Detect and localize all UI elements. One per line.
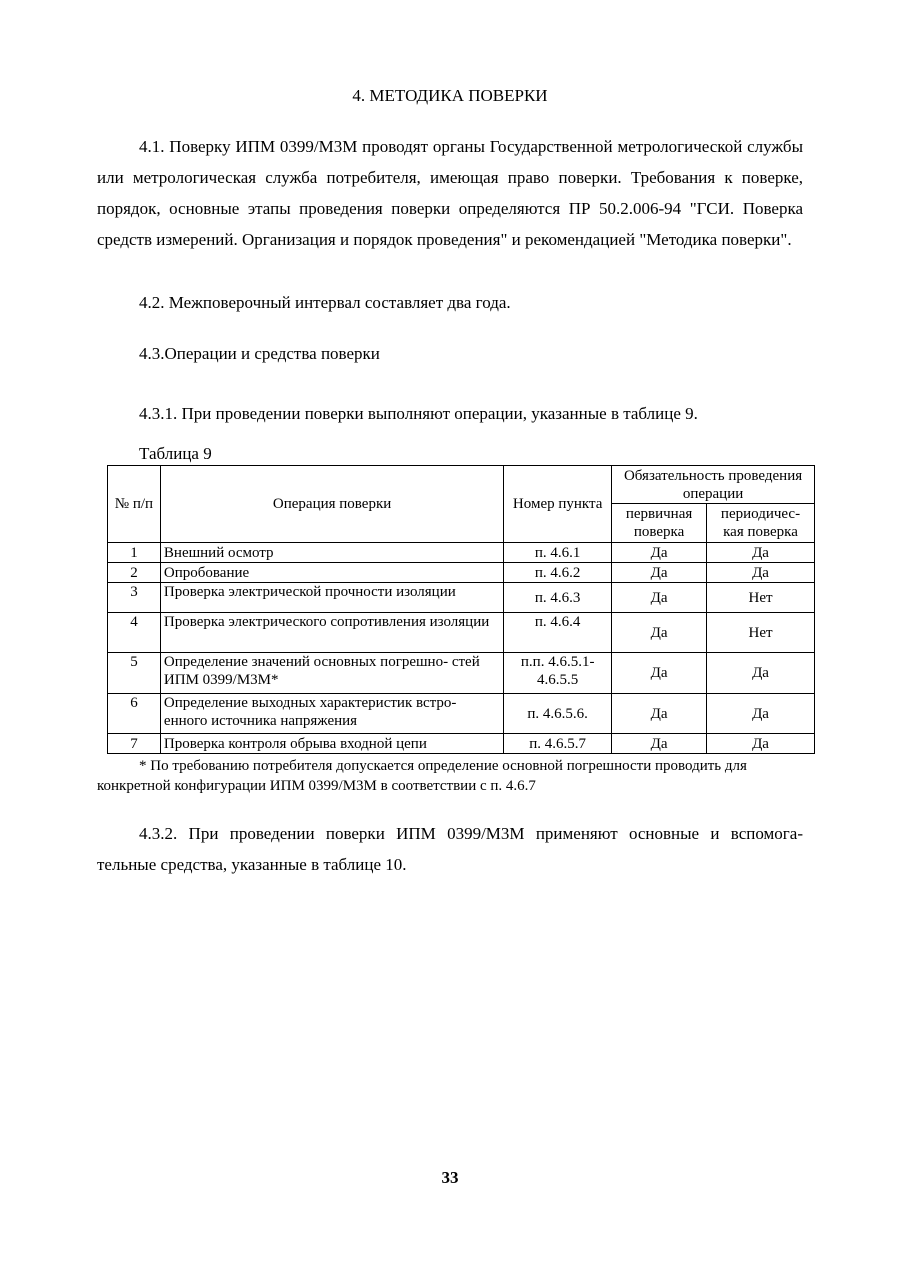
row-num: 1 bbox=[108, 543, 161, 563]
row-operation: Проверка электрической прочности изоляции bbox=[160, 583, 503, 613]
header-obligation: Обязательность проведения операции bbox=[612, 466, 815, 504]
row-primary: Да bbox=[612, 543, 707, 563]
row-num: 6 bbox=[108, 694, 161, 734]
row-clause: п.п. 4.6.5.1- 4.6.5.5 bbox=[504, 653, 612, 694]
row-primary: Да bbox=[612, 563, 707, 583]
row-operation: Опробование bbox=[160, 563, 503, 583]
header-num: № п/п bbox=[108, 466, 161, 543]
header-clause: Номер пункта bbox=[504, 466, 612, 543]
verification-table bbox=[107, 465, 815, 754]
row-primary: Да bbox=[612, 583, 707, 613]
row-clause: п. 4.6.3 bbox=[504, 583, 612, 613]
paragraph-4-3-1: 4.3.1. При проведении поверки выполняют операции, указанные в таблице 9. bbox=[139, 404, 698, 423]
section-heading: 4. МЕТОДИКА ПОВЕРКИ bbox=[352, 86, 548, 105]
row-clause: п. 4.6.2 bbox=[504, 563, 612, 583]
row-num: 5 bbox=[108, 653, 161, 694]
row-num: 2 bbox=[108, 563, 161, 583]
row-num: 4 bbox=[108, 613, 161, 653]
header-periodic: периодичес- кая поверка bbox=[707, 504, 815, 543]
row-primary: Да bbox=[612, 613, 707, 653]
paragraph-4-2: 4.2. Межповерочный интервал составляет два года. bbox=[139, 293, 511, 312]
row-num: 7 bbox=[108, 734, 161, 754]
row-clause: п. 4.6.5.6. bbox=[504, 694, 612, 734]
row-periodic: Да bbox=[707, 543, 815, 563]
table-row bbox=[108, 734, 815, 754]
header-primary: первичная поверка bbox=[612, 504, 707, 543]
row-periodic: Да bbox=[707, 563, 815, 583]
table-row bbox=[108, 613, 815, 653]
row-periodic: Да bbox=[707, 734, 815, 754]
paragraph-4-3: 4.3.Операции и средства поверки bbox=[139, 344, 380, 363]
row-periodic: Да bbox=[707, 653, 815, 694]
row-clause: п. 4.6.4 bbox=[504, 613, 612, 653]
row-primary: Да bbox=[612, 694, 707, 734]
table-row bbox=[108, 694, 815, 734]
row-primary: Да bbox=[612, 653, 707, 694]
row-operation: Внешний осмотр bbox=[160, 543, 503, 563]
row-periodic: Да bbox=[707, 694, 815, 734]
row-operation: Проверка электрического сопротивления изоляции bbox=[160, 613, 503, 653]
table-caption: Таблица 9 bbox=[139, 444, 212, 463]
row-operation: Определение значений основных погрешно- стей ИПМ 0399/М3М* bbox=[160, 653, 503, 694]
row-clause: п. 4.6.5.7 bbox=[504, 734, 612, 754]
table-row bbox=[108, 653, 815, 694]
row-operation: Проверка контроля обрыва входной цепи bbox=[160, 734, 503, 754]
row-clause: п. 4.6.1 bbox=[504, 543, 612, 563]
row-num: 3 bbox=[108, 583, 161, 613]
row-primary: Да bbox=[612, 734, 707, 754]
page-number: 33 bbox=[441, 1168, 459, 1187]
row-periodic: Нет bbox=[707, 583, 815, 613]
table-row bbox=[108, 563, 815, 583]
row-periodic: Нет bbox=[707, 613, 815, 653]
paragraph-4-3-2: 4.3.2. При проведении поверки ИПМ 0399/М3М применяют основные и вспомога- тельные средства, указанные в таблице 10. bbox=[97, 824, 803, 874]
row-operation: Определение выходных характеристик встро- енного источника напряжения bbox=[160, 694, 503, 734]
header-operation: Операция поверки bbox=[160, 466, 503, 543]
table-row bbox=[108, 583, 815, 613]
paragraph-4-1: 4.1. Поверку ИПМ 0399/М3М проводят органы Государственной метрологической службы или метрологическая служба потребителя, имеющая право поверки. Требования к поверке, порядок, основные этапы проведения поверки определяются ПР 50.2.006-94 "ГСИ. Поверка средств измерений. Организация и порядок проведения" и рекомендацией "Методика поверки". bbox=[97, 137, 803, 249]
table-row bbox=[108, 543, 815, 563]
table-footnote: * По требованию потребителя допускается определение основной погрешности проводить для конкретной конфигурации ИПМ 0399/М3М в соответствии с п. 4.6.7 bbox=[97, 758, 747, 794]
